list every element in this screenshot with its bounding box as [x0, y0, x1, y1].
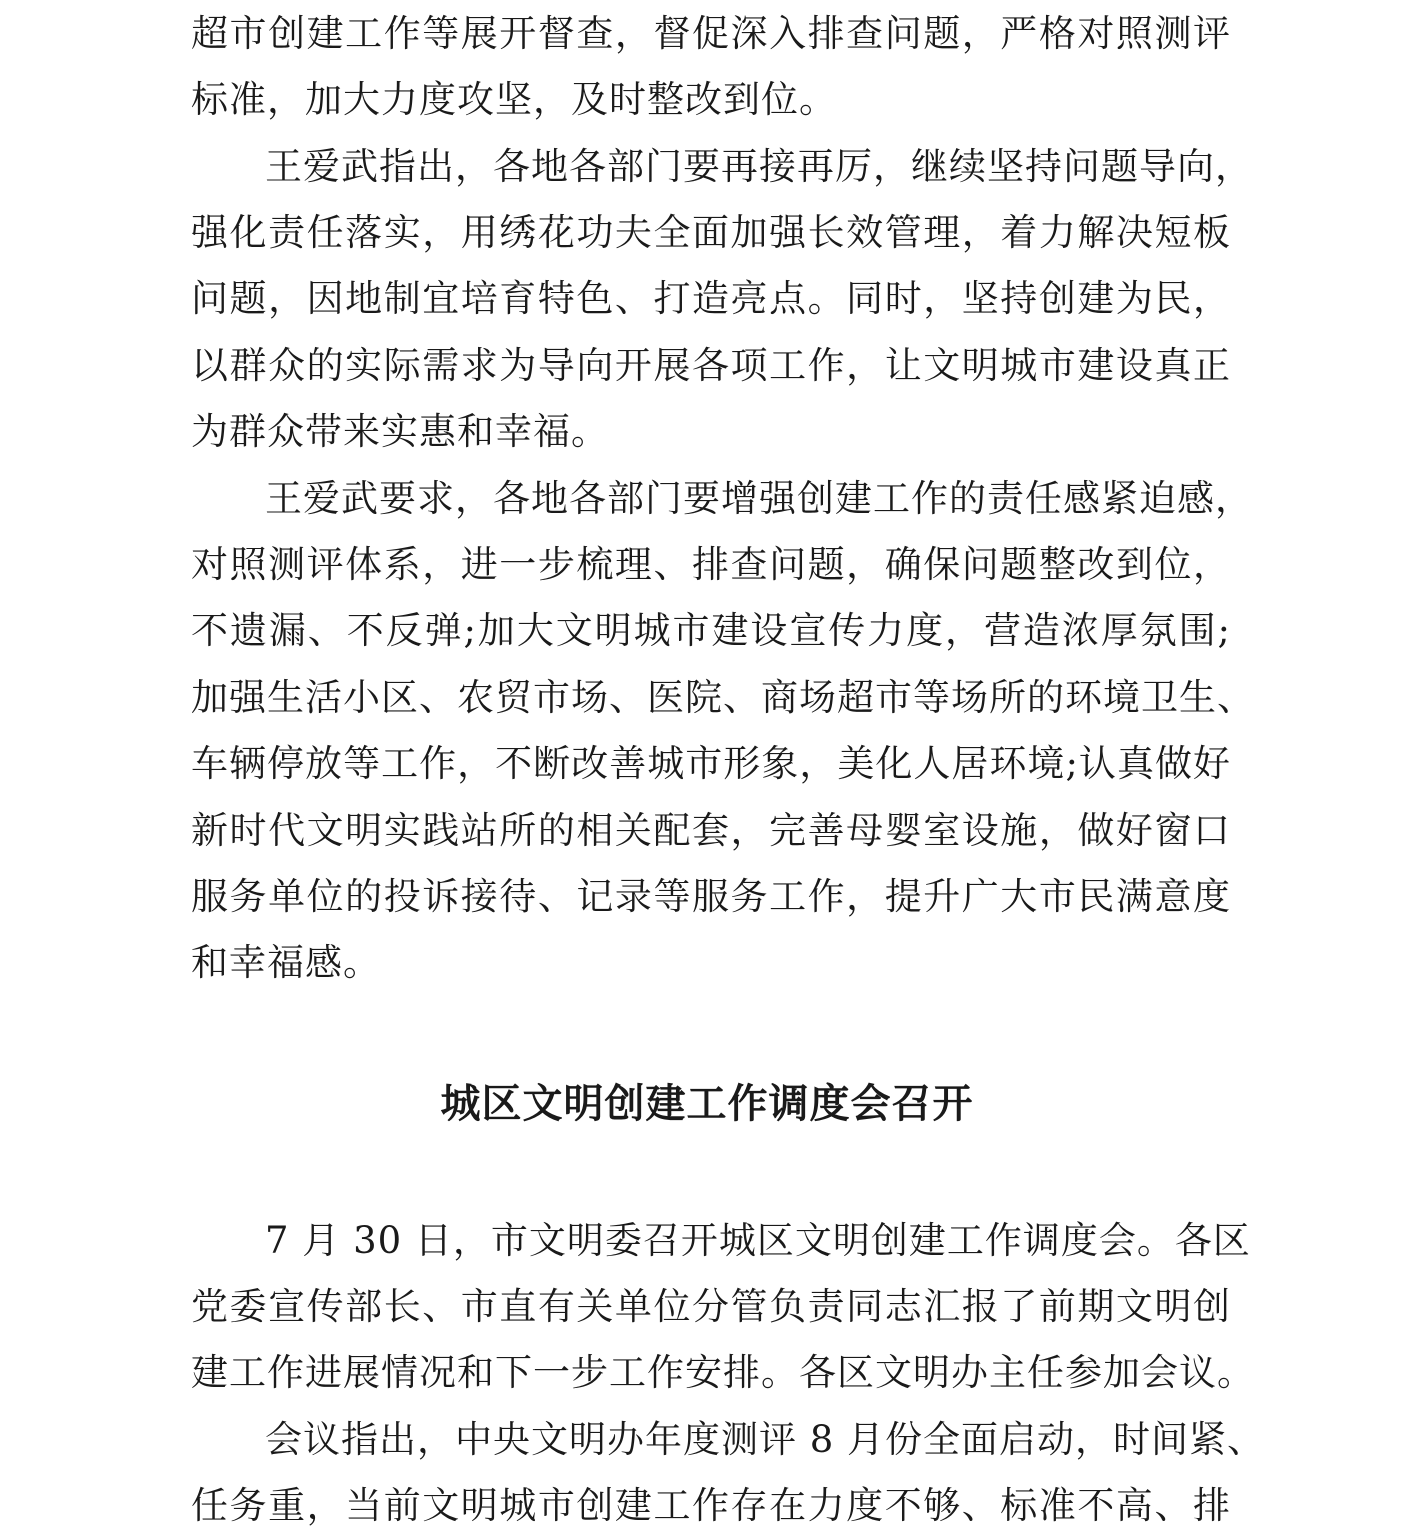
- text-line: 任务重，当前文明城市创建工作存在力度不够、标准不高、排: [191, 1484, 1231, 1527]
- text-line: 新时代文明实践站所的相关配套，完善母婴室设施，做好窗口: [191, 809, 1231, 852]
- text-line: 党委宣传部长、市直有关单位分管负责同志汇报了前期文明创: [191, 1285, 1231, 1328]
- text-line: 超市创建工作等展开督查，督促深入排查问题，严格对照测评: [191, 12, 1231, 55]
- text-line: 不遗漏、不反弹;加大文明城市建设宣传力度，营造浓厚氛围;: [191, 609, 1231, 652]
- text-line: 王爱武指出，各地各部门要再接再厉，继续坚持问题导向，: [265, 145, 1253, 188]
- text-line: 王爱武要求，各地各部门要增强创建工作的责任感紧迫感，: [265, 477, 1253, 520]
- text-line: 和幸福感。: [191, 941, 381, 984]
- text-line: 以群众的实际需求为导向开展各项工作，让文明城市建设真正: [191, 344, 1231, 387]
- text-line: 建工作进展情况和下一步工作安排。各区文明办主任参加会议。: [191, 1351, 1255, 1394]
- text-line: 强化责任落实，用绣花功夫全面加强长效管理，着力解决短板: [191, 211, 1231, 254]
- text-line: 加强生活小区、农贸市场、医院、商场超市等场所的环境卫生、: [191, 676, 1255, 719]
- text-line: 问题，因地制宜培育特色、打造亮点。同时，坚持创建为民，: [191, 277, 1231, 320]
- text-line: 服务单位的投诉接待、记录等服务工作，提升广大市民满意度: [191, 875, 1231, 918]
- text-line: 车辆停放等工作，不断改善城市形象，美化人居环境;认真做好: [191, 742, 1231, 785]
- text-line: 对照测评体系，进一步梳理、排查问题，确保问题整改到位，: [191, 543, 1231, 586]
- text-line: 会议指出，中央文明办年度测评 8 月份全面启动，时间紧、: [265, 1418, 1266, 1461]
- article-title: 城区文明创建工作调度会召开: [440, 1080, 974, 1127]
- text-line: 标准，加大力度攻坚，及时整改到位。: [191, 78, 837, 121]
- text-line: 7 月 30 日，市文明委召开城区文明创建工作调度会。各区: [265, 1219, 1251, 1262]
- text-line: 为群众带来实惠和幸福。: [191, 410, 609, 453]
